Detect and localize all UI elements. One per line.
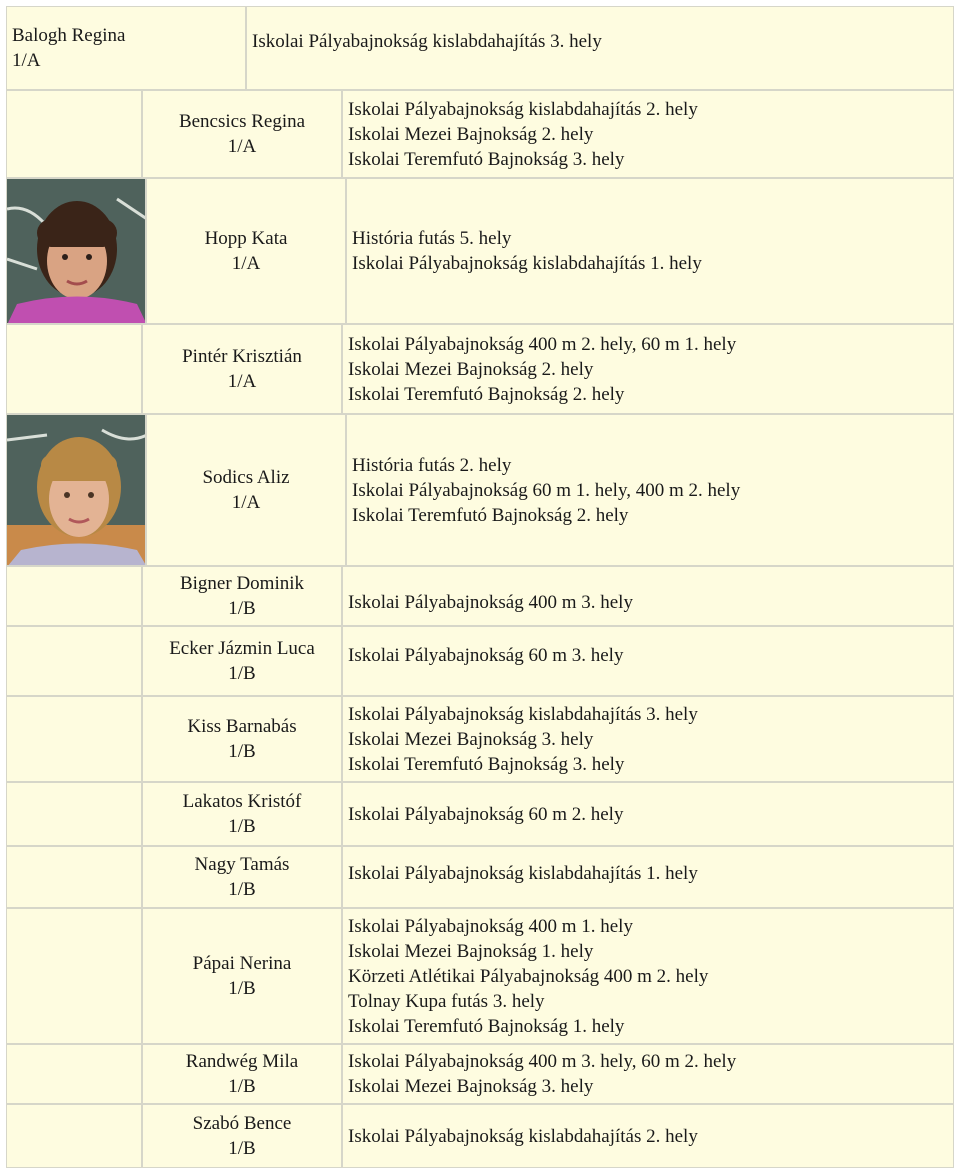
achievement-line: Iskolai Pályabajnokság kislabdahajítás 2. hely <box>348 98 698 120</box>
student-name-cell <box>142 1044 342 1104</box>
student-class: 1/A <box>227 371 257 392</box>
achievements-cell <box>342 90 954 178</box>
student-class: 1/B <box>228 1076 256 1097</box>
student-name: Pápai Nerina <box>192 953 292 974</box>
student-name: Bencsics Regina <box>178 111 306 132</box>
photo-placeholder <box>6 696 142 782</box>
student-photo <box>6 178 146 324</box>
achievement-line: Iskolai Mezei Bajnokság 3. hely <box>348 1076 594 1097</box>
achievement-line: Iskolai Teremfutó Bajnokság 3. hely <box>348 148 625 170</box>
student-name: Pintér Krisztián <box>182 346 302 367</box>
student-class: 1/B <box>228 1138 256 1159</box>
student-class: 1/A <box>227 136 257 157</box>
achievement-line: História futás 5. hely <box>352 228 512 249</box>
achievements-cell <box>342 626 954 696</box>
photo-placeholder <box>6 846 142 908</box>
achievements-cell <box>342 566 954 626</box>
student-name-cell <box>142 626 342 696</box>
achievement-line: Iskolai Pályabajnokság kislabdahajítás 2. hely <box>348 1125 698 1147</box>
achievement-line: Iskolai Pályabajnokság 400 m 3. hely, 60 m 2. hely <box>348 1051 737 1072</box>
achievement-line: Iskolai Mezei Bajnokság 1. hely <box>348 940 594 962</box>
student-class: 1/B <box>228 663 256 684</box>
photo-placeholder <box>6 324 142 414</box>
student-name-cell <box>142 846 342 908</box>
achievement-line: História futás 2. hely <box>352 454 512 476</box>
student-photo <box>6 414 146 566</box>
student-name-cell <box>142 324 342 414</box>
achievements-cell <box>342 1104 954 1168</box>
student-name: Ecker Jázmin Luca <box>169 638 315 659</box>
student-photo-girl-dark-hair <box>7 179 146 324</box>
achievement-line: Iskolai Pályabajnokság 60 m 1. hely, 400 m 2. hely <box>352 479 741 501</box>
student-name-cell <box>142 1104 342 1168</box>
achievements-cell <box>342 1044 954 1104</box>
achievement-line: Iskolai Pályabajnokság 400 m 3. hely <box>348 591 633 613</box>
photo-placeholder <box>6 90 142 178</box>
achievement-line: Iskolai Teremfutó Bajnokság 2. hely <box>348 383 625 405</box>
achievement-line: Iskolai Pályabajnokság 60 m 2. hely <box>348 803 624 825</box>
achievements-cell <box>342 846 954 908</box>
achievements-cell <box>342 908 954 1044</box>
achievement-line: Iskolai Pályabajnokság 400 m 2. hely, 60 m 1. hely <box>348 333 737 355</box>
student-class: 1/B <box>228 816 256 837</box>
student-name-cell <box>142 566 342 626</box>
achievement-line: Iskolai Pályabajnokság kislabdahajítás 1. hely <box>348 862 698 884</box>
student-name-cell <box>146 178 346 324</box>
student-name-cell <box>142 908 342 1044</box>
achievement-line: Iskolai Mezei Bajnokság 2. hely <box>348 123 594 145</box>
student-name-cell <box>6 6 246 90</box>
student-name: Hopp Kata <box>204 228 288 249</box>
photo-placeholder <box>6 566 142 626</box>
achievements-cell <box>246 6 954 90</box>
student-class: 1/A <box>12 50 41 71</box>
achievement-line: Iskolai Teremfutó Bajnokság 1. hely <box>348 1015 625 1037</box>
student-name: Kiss Barnabás <box>187 716 297 737</box>
achievement-line: Iskolai Pályabajnokság 60 m 3. hely <box>348 644 624 666</box>
achievements-cell <box>346 414 954 566</box>
student-class: 1/A <box>231 492 261 513</box>
achievement-line: Iskolai Teremfutó Bajnokság 3. hely <box>348 753 625 775</box>
student-name: Sodics Aliz <box>202 467 290 488</box>
student-name-cell <box>146 414 346 566</box>
student-photo-girl-blonde-hair <box>7 415 146 566</box>
achievements-cell <box>342 782 954 846</box>
achievement-line: Iskolai Pályabajnokság 400 m 1. hely <box>348 915 633 937</box>
achievements-cell <box>346 178 954 324</box>
student-name: Bigner Dominik <box>179 573 305 594</box>
photo-placeholder <box>6 908 142 1044</box>
student-class: 1/B <box>228 978 256 999</box>
achievement-line: Iskolai Teremfutó Bajnokság 2. hely <box>352 504 629 526</box>
student-class: 1/A <box>231 253 261 274</box>
achievements-cell <box>342 324 954 414</box>
student-name: Balogh Regina <box>12 25 126 46</box>
student-class: 1/B <box>228 879 256 900</box>
photo-placeholder <box>6 1044 142 1104</box>
achievement-line: Iskolai Mezei Bajnokság 2. hely <box>348 358 594 380</box>
achievement-line: Tolnay Kupa futás 3. hely <box>348 990 545 1012</box>
achievement-line: Iskolai Pályabajnokság kislabdahajítás 3. hely <box>348 703 698 725</box>
achievement-line: Körzeti Atlétikai Pályabajnokság 400 m 2. hely <box>348 965 709 987</box>
student-name: Randwég Mila <box>185 1051 299 1072</box>
student-name-cell <box>142 90 342 178</box>
achievement-line: Iskolai Pályabajnokság kislabdahajítás 1. hely <box>352 253 702 274</box>
achievements-cell <box>342 696 954 782</box>
photo-placeholder <box>6 626 142 696</box>
photo-placeholder <box>6 1104 142 1168</box>
student-name: Szabó Bence <box>192 1113 292 1134</box>
student-name-cell <box>142 782 342 846</box>
student-name-cell <box>142 696 342 782</box>
student-name: Nagy Tamás <box>194 854 290 875</box>
student-class: 1/B <box>228 598 256 619</box>
student-class: 1/B <box>228 741 256 762</box>
photo-placeholder <box>6 782 142 846</box>
achievement-line: Iskolai Pályabajnokság kislabdahajítás 3. hely <box>252 31 602 52</box>
achievement-line: Iskolai Mezei Bajnokság 3. hely <box>348 728 594 750</box>
student-name: Lakatos Kristóf <box>182 791 302 812</box>
